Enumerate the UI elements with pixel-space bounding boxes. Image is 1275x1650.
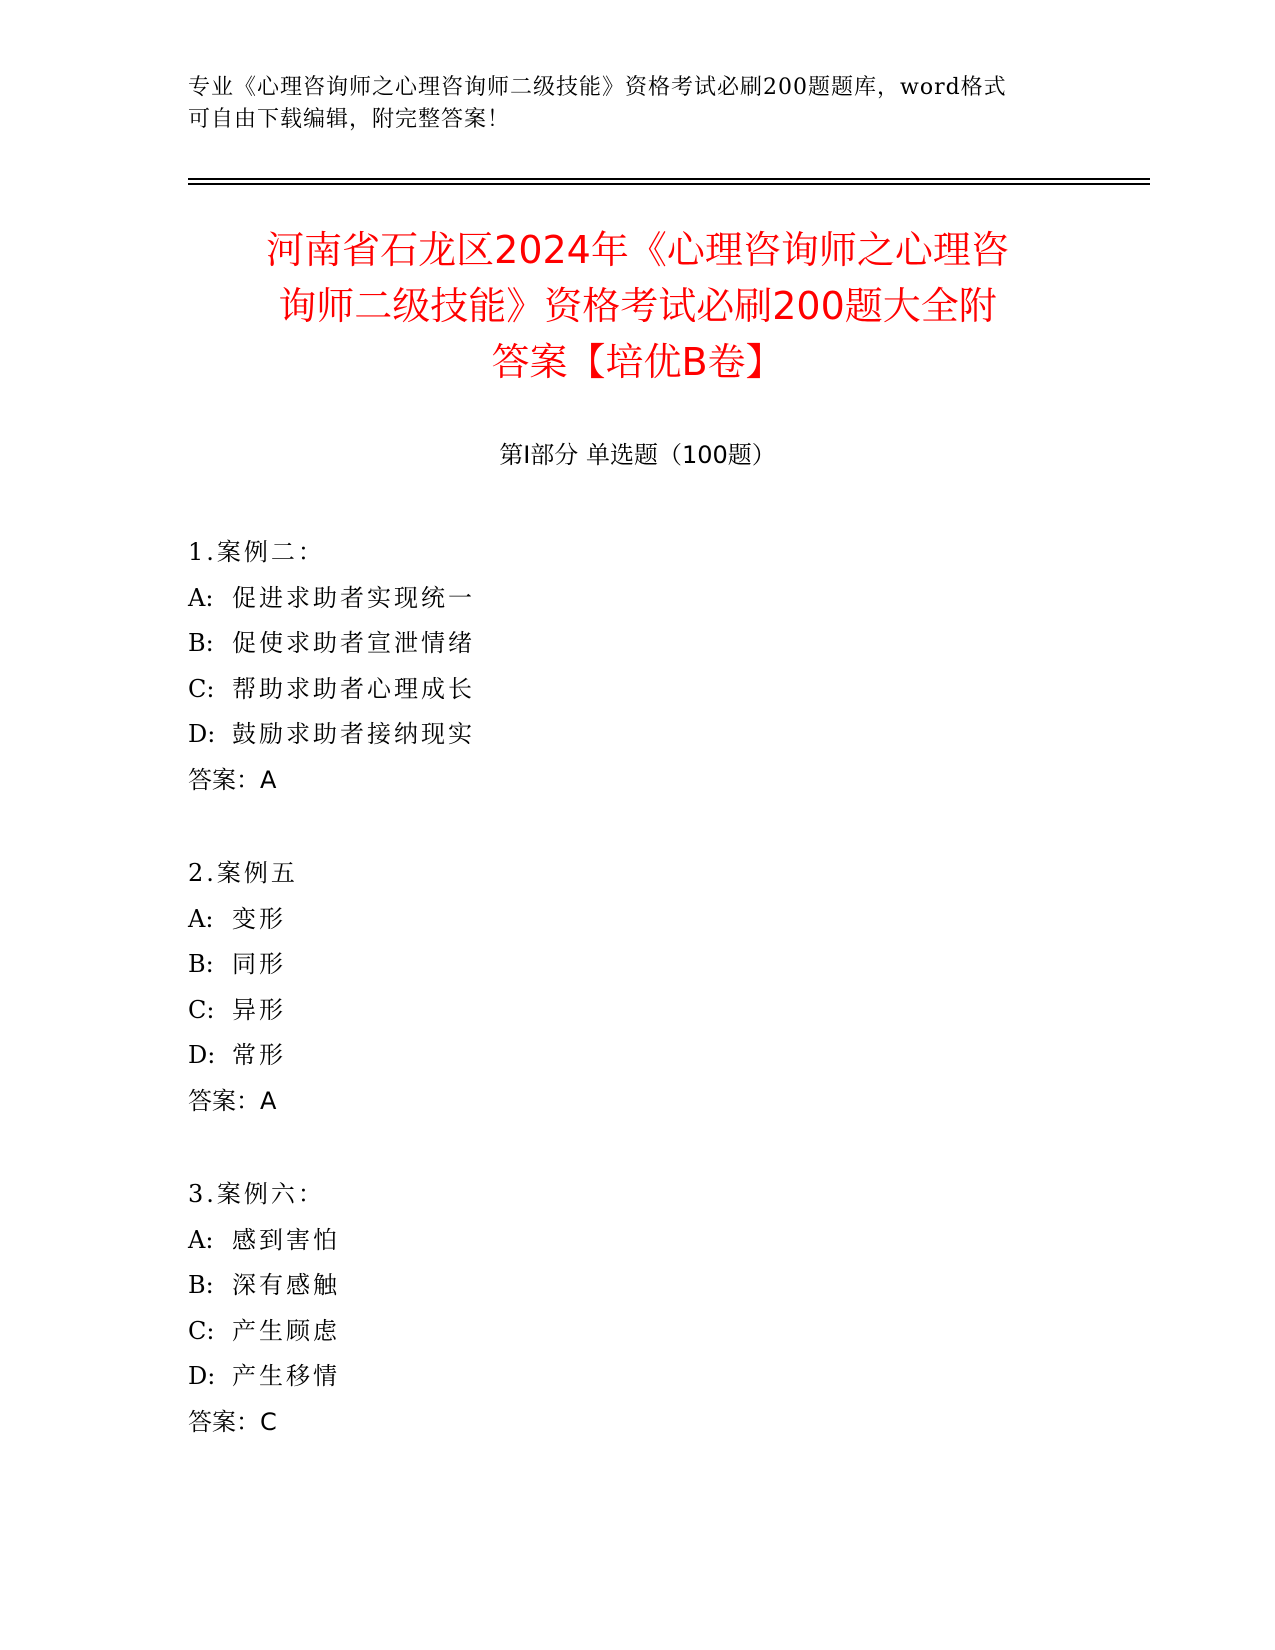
option-a: [188, 576, 1088, 622]
option-d: [188, 1354, 1088, 1400]
header-divider-bottom: [188, 183, 1150, 185]
option-d: [188, 712, 1088, 758]
header-note-line-1: 专业《心理咨询师之心理咨询师二级技能》资格考试必刷200题题库，word格式: [188, 75, 1007, 100]
option-letter: A:: [188, 583, 214, 612]
header-note: [188, 72, 1088, 136]
title-line-3: 答案【培优B卷】: [491, 340, 784, 384]
title-line-1: 河南省石龙区2024年《心理咨询师之心理咨: [266, 228, 1009, 272]
option-text: 产生移情: [232, 1362, 340, 1390]
option-letter: B:: [188, 1271, 214, 1299]
option-letter: B:: [188, 950, 214, 978]
answer-line: 答案：C: [188, 1407, 277, 1436]
option-letter: A:: [188, 1225, 214, 1254]
option-letter: D:: [188, 1362, 216, 1390]
option-letter: C:: [188, 1316, 215, 1345]
option-a: [188, 897, 1088, 943]
title-line-2: 询师二级技能》资格考试必刷200题大全附: [278, 284, 997, 328]
option-letter: D:: [188, 1041, 216, 1069]
option-c: [188, 1309, 1088, 1355]
option-text: 同形: [232, 950, 286, 978]
option-text: 鼓励求助者接纳现实: [232, 720, 475, 748]
option-letter: D:: [188, 720, 216, 748]
option-b: [188, 621, 1088, 667]
option-text: 异形: [232, 995, 286, 1024]
question-stem: 1.案例二：: [188, 538, 325, 566]
option-c: [188, 988, 1088, 1034]
question-2: [188, 851, 1088, 1124]
answer-line: 答案：A: [188, 1086, 277, 1115]
option-text: 促进求助者实现统一: [232, 583, 475, 612]
option-text: 帮助求助者心理成长: [232, 674, 475, 703]
question-stem: 2.案例五: [188, 859, 298, 887]
option-letter: A:: [188, 904, 214, 933]
question-list: [188, 530, 1088, 1493]
option-c: [188, 667, 1088, 713]
header-note-line-2: 可自由下载编辑，附完整答案！: [188, 107, 511, 132]
document-title: [150, 222, 1125, 390]
option-text: 深有感触: [232, 1271, 340, 1299]
option-text: 促使求助者宣泄情绪: [232, 629, 475, 657]
question-3: [188, 1172, 1088, 1445]
question-1: [188, 530, 1088, 803]
option-text: 常形: [232, 1041, 286, 1069]
option-d: [188, 1033, 1088, 1079]
option-letter: C:: [188, 995, 215, 1024]
option-text: 感到害怕: [232, 1225, 340, 1254]
option-text: 变形: [232, 904, 286, 933]
header-divider-top: [188, 178, 1150, 180]
option-a: [188, 1218, 1088, 1264]
option-b: [188, 1263, 1088, 1309]
option-letter: B:: [188, 629, 214, 657]
option-b: [188, 942, 1088, 988]
option-text: 产生顾虑: [232, 1316, 340, 1345]
section-heading: 第Ⅰ部分 单选题（100题）: [499, 441, 776, 469]
answer-line: 答案：A: [188, 765, 277, 794]
question-stem: 3.案例六：: [188, 1180, 325, 1208]
option-letter: C:: [188, 674, 215, 703]
